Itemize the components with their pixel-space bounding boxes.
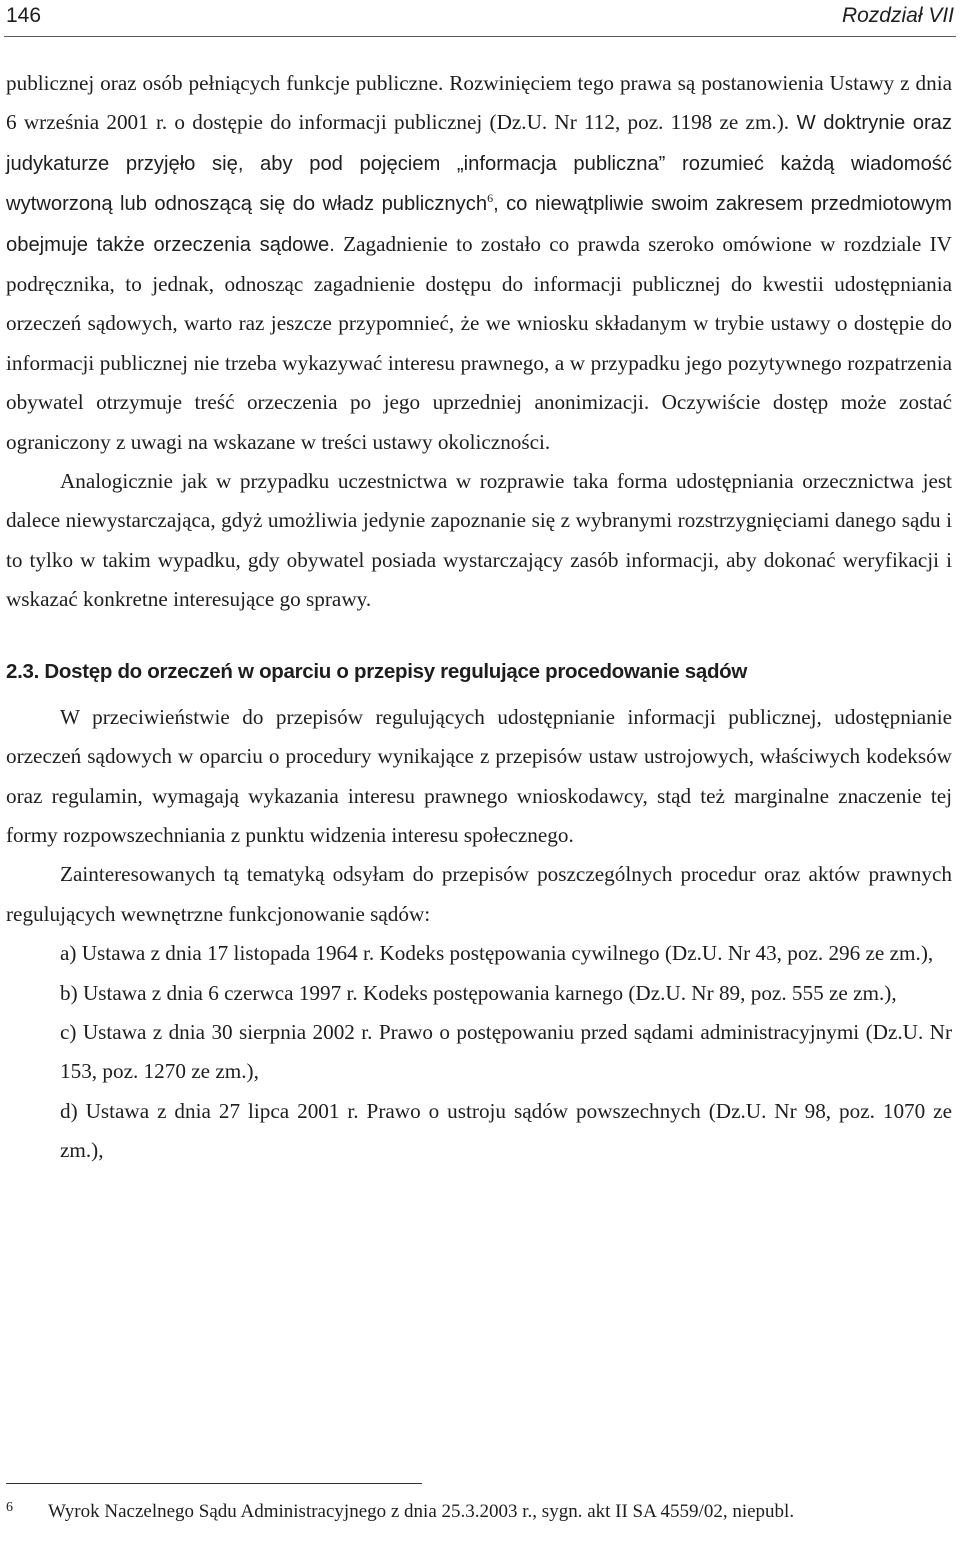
- paragraph-3: W przeciwieństwie do przepisów regulujących udostępnianie informacji publicznej, udostępnianie orzeczeń sądowych w oparciu o procedury wynikające z przepisów ustaw ustrojowych, właściwych kodeksów oraz regulamin, wymagają wykazania interesu prawnego wnioskodawcy, stąd też marginalne znaczenie tej formy rozpowszechniania z punktu widzenia interesu społecznego.: [6, 704, 952, 847]
- paragraph-1-part-a: publicznej oraz osób pełniących funkcje publiczne. Rozwinięciem tego prawa są postanowienia Ustawy z dnia 6 września 2001 r. o dostępie do informacji publicznej (Dz.U. Nr 112, poz. 1198 ze zm.).: [6, 71, 952, 135]
- list-item-c: c) Ustawa z dnia 30 sierpnia 2002 r. Prawo o postępowaniu przed sądami administracyjnymi (Dz.U. Nr 153, poz. 1270 ze zm.),: [60, 1019, 952, 1084]
- running-head: Rozdział VII: [841, 4, 954, 27]
- paragraph-2: Analogicznie jak w przypadku uczestnictwa w rozprawie taka forma udostępniania orzecznictwa jest dalece niewystarczająca, gdyż umożliwia jedynie zapoznanie się z wybranymi rozstrzygnięciami danego sądu i to tylko w takim wypadku, gdy obywatel posiada wystarczający zasób informacji, aby dokonać weryfikacji i wskazać konkretne interesujące go sprawy.: [6, 469, 952, 612]
- section-heading: 2.3. Dostęp do orzeczeń w oparciu o przepisy regulujące procedowanie sądów: [6, 659, 748, 683]
- list-item-b: b) Ustawa z dnia 6 czerwca 1997 r. Kodeks postępowania karnego (Dz.U. Nr 89, poz. 555 ze zm.),: [60, 980, 897, 1005]
- footnote-text: Wyrok Naczelnego Sądu Administracyjnego z dnia 25.3.2003 r., sygn. akt II SA 4559/02, niepubl.: [48, 1501, 795, 1522]
- paragraph-4: Zainteresowanych tą tematyką odsyłam do przepisów poszczególnych procedur oraz aktów prawnych regulujących wewnętrzne funkcjonowanie sądów:: [6, 862, 952, 926]
- paragraph-1-part-d: Zagadnienie to zostało co prawda szeroko omówione w rozdziale IV podręcznika, to jednak, odnosząc zagadnienie dostępu do informacji publicznej do kwestii udostępniania orzeczeń sądowych, warto raz jeszcze przypomnieć, że we wniosku składanym w trybie ustawy o dostępie do informacji publicznej nie trzeba wykazywać interesu prawnego, a w przypadku jego pozytywnego rozpatrzenia obywatel otrzymuje treść orzeczenia po jego uprzedniej anonimizacji. Oczywiście dostęp może zostać ograniczony z uwagi na wskazane w treści ustawy okoliczności.: [6, 231, 952, 454]
- footnote-divider: [6, 1483, 422, 1484]
- list-item-d: d) Ustawa z dnia 27 lipca 2001 r. Prawo o ustroju sądów powszechnych (Dz.U. Nr 98, poz. 1070 ze zm.),: [60, 1098, 952, 1163]
- footnote-reference[interactable]: 6: [487, 191, 494, 206]
- body-text: [6, 64, 952, 1171]
- page-header: [4, 0, 956, 37]
- paragraph-1-part-b: W doktrynie oraz judykaturze przyjęło się, aby pod pojęciem „informacja publiczna” rozumieć każdą wiadomość wytworzoną lub odnoszącą się do władz publicznych: [6, 112, 952, 216]
- footnote-mark: 6: [6, 1500, 13, 1515]
- paragraph-1: [6, 64, 952, 462]
- page-number: 146: [6, 4, 42, 27]
- list-item-a: a) Ustawa z dnia 17 listopada 1964 r. Kodeks postępowania cywilnego (Dz.U. Nr 43, poz. 296 ze zm.),: [60, 941, 934, 966]
- footnote: [6, 1500, 952, 1524]
- paragraph-1-part-c: , co niewątpliwie swoim zakresem przedmiotowym obejmuje także orzeczenia sądowe.: [6, 193, 952, 256]
